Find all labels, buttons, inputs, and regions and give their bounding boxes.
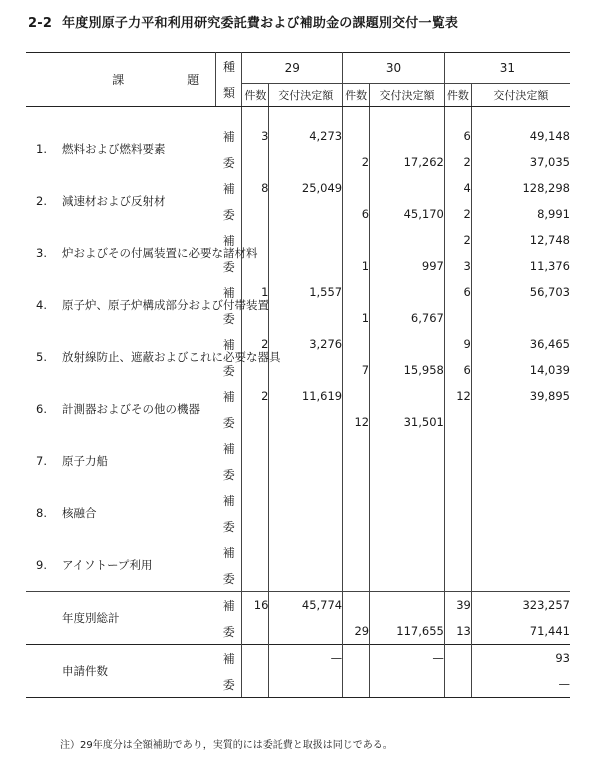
amount-31	[471, 461, 570, 487]
amount-30: 45,170	[370, 201, 445, 227]
count-30	[343, 123, 370, 149]
table-row	[26, 331, 570, 357]
count-29: 16	[242, 592, 269, 619]
amount-30: 31,501	[370, 409, 445, 435]
kind-subsidy: 補	[216, 645, 242, 672]
kind-header	[216, 53, 242, 107]
amount-29	[269, 435, 343, 461]
count-31	[444, 539, 471, 565]
topic-label: 核融合	[62, 506, 97, 520]
count-31: 9	[444, 331, 471, 357]
spacer-row	[26, 107, 570, 124]
amount-30	[370, 513, 445, 539]
topic-number: 9.	[36, 558, 47, 572]
count-29: 8	[242, 175, 269, 201]
table-row	[26, 435, 570, 461]
count-31: 2	[444, 227, 471, 253]
count-31: 2	[444, 201, 471, 227]
amount-29	[269, 487, 343, 513]
kind-commission: 委	[216, 357, 242, 383]
amount-29: 3,276	[269, 331, 343, 357]
count-31: 3	[444, 253, 471, 279]
count-30: 2	[343, 149, 370, 175]
amount-30	[370, 671, 445, 698]
amount-30	[370, 175, 445, 201]
count-29	[242, 201, 269, 227]
amount-header-31: 交付決定額	[471, 84, 570, 107]
topic-cell	[26, 227, 258, 279]
count-30: 1	[343, 253, 370, 279]
amount-30	[370, 487, 445, 513]
kind-commission: 委	[216, 305, 242, 331]
year-header-30: 30	[343, 53, 445, 84]
amount-29	[269, 253, 343, 279]
kind-commission: 委	[216, 618, 242, 645]
count-31	[444, 513, 471, 539]
amount-header-29: 交付決定額	[269, 84, 343, 107]
count-29: 2	[242, 383, 269, 409]
table-row	[26, 279, 570, 305]
amount-29	[269, 618, 343, 645]
count-30	[343, 227, 370, 253]
count-30	[343, 435, 370, 461]
count-31: 12	[444, 383, 471, 409]
kind-subsidy: 補	[216, 383, 242, 409]
topic-header-char2: 題	[187, 73, 200, 87]
amount-31: 37,035	[529, 155, 570, 169]
topic-cell	[26, 279, 269, 331]
amount-29: 4,273	[269, 123, 343, 149]
kind-header-char2: 類	[222, 85, 235, 100]
kind-subsidy: 補	[216, 123, 242, 149]
count-30	[343, 671, 370, 698]
amount-31: 14,039	[529, 363, 570, 377]
count-31	[444, 565, 471, 592]
count-30: 29	[343, 618, 370, 645]
count-31	[444, 487, 471, 513]
amount-30	[370, 592, 445, 619]
amount-31: 71,441	[529, 624, 570, 638]
table-title-text: 年度別原子力平和利用研究委託費および補助金の課題別交付一覧表	[62, 16, 459, 31]
amount-30	[370, 227, 445, 253]
amount-31: 128,298	[522, 181, 570, 195]
count-31: 2	[444, 149, 471, 175]
count-31	[444, 671, 471, 698]
topic-number: 1.	[36, 142, 47, 156]
kind-commission: 委	[216, 149, 242, 175]
amount-31: 39,895	[529, 389, 570, 403]
amount-30: —	[370, 645, 445, 672]
year-header-29: 29	[242, 53, 343, 84]
kind-subsidy: 補	[216, 435, 242, 461]
kind-header-char1: 種	[222, 59, 235, 74]
topic-label: 炉およびその付属装置に必要な諸材料	[62, 246, 258, 260]
kind-subsidy: 補	[216, 175, 242, 201]
kind-commission: 委	[216, 201, 242, 227]
count-header-30: 件数	[343, 84, 370, 107]
amount-31: 93	[471, 645, 570, 672]
amount-31: 12,748	[529, 233, 570, 247]
topic-header	[26, 53, 216, 107]
amount-31: 11,376	[529, 259, 570, 273]
count-31: 6	[444, 357, 471, 383]
amount-29	[269, 305, 343, 331]
count-30	[343, 175, 370, 201]
kind-commission: 委	[216, 565, 242, 592]
count-30	[343, 279, 370, 305]
count-31: 13	[444, 618, 471, 645]
amount-31	[471, 513, 570, 539]
topic-label: 計測器およびその他の機器	[62, 402, 200, 416]
count-29	[242, 539, 269, 565]
amount-31: 49,148	[529, 129, 570, 143]
table-row	[26, 487, 570, 513]
kind-subsidy: 補	[216, 592, 242, 619]
count-30	[343, 331, 370, 357]
count-29: 1	[242, 279, 269, 305]
count-30: 12	[343, 409, 370, 435]
amount-30	[370, 383, 445, 409]
count-header-29: 件数	[242, 84, 269, 107]
amount-header-30: 交付決定額	[370, 84, 445, 107]
count-31: 39	[444, 592, 471, 619]
footnote: 注）29年度分は全額補助であり，実質的には委託費と取扱は同じである。	[60, 740, 393, 751]
count-30: 6	[343, 201, 370, 227]
count-30	[343, 383, 370, 409]
topic-cell	[26, 487, 216, 539]
table-row	[26, 227, 570, 253]
count-30	[343, 513, 370, 539]
count-29: 3	[242, 123, 269, 149]
kind-commission: 委	[216, 409, 242, 435]
count-29	[242, 149, 269, 175]
count-30	[343, 592, 370, 619]
amount-30: 997	[370, 253, 445, 279]
table-body	[26, 107, 570, 698]
count-29	[242, 671, 269, 698]
topic-label: 原子力船	[62, 454, 108, 468]
topic-cell	[26, 331, 281, 383]
amount-30	[370, 123, 445, 149]
count-31	[444, 645, 471, 672]
table-row	[26, 645, 570, 672]
amount-29: 45,774	[269, 592, 343, 619]
topic-number: 7.	[36, 454, 47, 468]
applications-label: 申請件数	[62, 664, 108, 678]
table-title	[28, 12, 458, 31]
topic-number: 2.	[36, 194, 47, 208]
amount-30	[370, 331, 445, 357]
count-31: 4	[444, 175, 471, 201]
topic-label: 放射線防止、遮蔽およびこれに必要な器具	[62, 350, 281, 364]
amount-29: 1,557	[269, 279, 343, 305]
amount-30: 117,655	[370, 618, 445, 645]
topic-cell	[26, 383, 216, 435]
topic-number: 6.	[36, 402, 47, 416]
count-31: 6	[444, 123, 471, 149]
amount-31	[471, 435, 570, 461]
amount-30: 17,262	[370, 149, 445, 175]
kind-commission: 委	[216, 671, 242, 698]
count-31	[444, 409, 471, 435]
year-header-31: 31	[444, 53, 570, 84]
amount-29: —	[269, 645, 343, 672]
total-label: 年度別総計	[62, 611, 120, 625]
amount-29	[269, 227, 343, 253]
count-31	[444, 461, 471, 487]
count-30: 1	[343, 305, 370, 331]
topic-cell	[26, 592, 216, 645]
amount-29	[269, 565, 343, 592]
amount-29	[269, 461, 343, 487]
topic-cell	[26, 645, 216, 698]
count-29	[242, 487, 269, 513]
amount-31: —	[471, 671, 570, 698]
kind-commission: 委	[216, 513, 242, 539]
amount-31: 36,465	[529, 337, 570, 351]
amount-29	[269, 671, 343, 698]
table-number: 2-2	[28, 16, 53, 31]
topic-label: 原子炉、原子炉構成部分および付帯装置	[62, 298, 269, 312]
topic-header-char1: 課	[112, 73, 125, 87]
topic-number: 5.	[36, 350, 47, 364]
kind-commission: 委	[216, 253, 242, 279]
count-29	[242, 565, 269, 592]
amount-31	[471, 409, 570, 435]
kind-subsidy: 補	[216, 487, 242, 513]
kind-subsidy: 補	[216, 279, 242, 305]
count-31	[444, 435, 471, 461]
count-30	[343, 487, 370, 513]
amount-31	[471, 305, 570, 331]
amount-29	[269, 539, 343, 565]
count-31	[444, 305, 471, 331]
grant-table	[26, 52, 570, 698]
amount-30: 6,767	[370, 305, 445, 331]
amount-30	[370, 279, 445, 305]
amount-29	[269, 201, 343, 227]
topic-cell	[26, 435, 216, 487]
count-29: 2	[242, 331, 269, 357]
kind-subsidy: 補	[216, 539, 242, 565]
amount-31	[471, 565, 570, 592]
table-row	[26, 539, 570, 565]
topic-label: アイソトープ利用	[62, 558, 153, 572]
kind-subsidy: 補	[216, 227, 242, 253]
amount-29	[269, 513, 343, 539]
topic-cell	[26, 175, 216, 227]
count-29	[242, 435, 269, 461]
topic-label: 燃料および燃料要素	[62, 142, 166, 156]
count-30	[343, 565, 370, 592]
amount-30	[370, 565, 445, 592]
count-29	[242, 513, 269, 539]
topic-number: 4.	[36, 298, 47, 312]
amount-30	[370, 539, 445, 565]
topic-number: 8.	[36, 506, 47, 520]
count-29	[242, 618, 269, 645]
table-row	[26, 592, 570, 619]
count-31: 6	[444, 279, 471, 305]
amount-29	[269, 409, 343, 435]
amount-30: 15,958	[370, 357, 445, 383]
count-29	[242, 409, 269, 435]
topic-cell	[26, 539, 216, 592]
table-row	[26, 123, 570, 149]
count-30	[343, 645, 370, 672]
table-row	[26, 175, 570, 201]
count-header-31: 件数	[444, 84, 471, 107]
topic-number: 3.	[36, 246, 47, 260]
amount-31: 8,991	[537, 207, 570, 221]
topic-cell	[26, 123, 216, 175]
count-29	[242, 645, 269, 672]
count-29	[242, 461, 269, 487]
kind-commission: 委	[216, 461, 242, 487]
amount-31	[471, 539, 570, 565]
amount-31	[471, 487, 570, 513]
kind-subsidy: 補	[216, 331, 242, 357]
table-row	[26, 383, 570, 409]
topic-label: 減速材および反射材	[62, 194, 166, 208]
amount-31: 323,257	[471, 592, 570, 619]
count-30	[343, 461, 370, 487]
amount-30	[370, 435, 445, 461]
count-30	[343, 539, 370, 565]
amount-31: 56,703	[529, 285, 570, 299]
count-30: 7	[343, 357, 370, 383]
amount-29: 25,049	[269, 175, 343, 201]
amount-29	[269, 149, 343, 175]
amount-29: 11,619	[269, 383, 343, 409]
amount-30	[370, 461, 445, 487]
